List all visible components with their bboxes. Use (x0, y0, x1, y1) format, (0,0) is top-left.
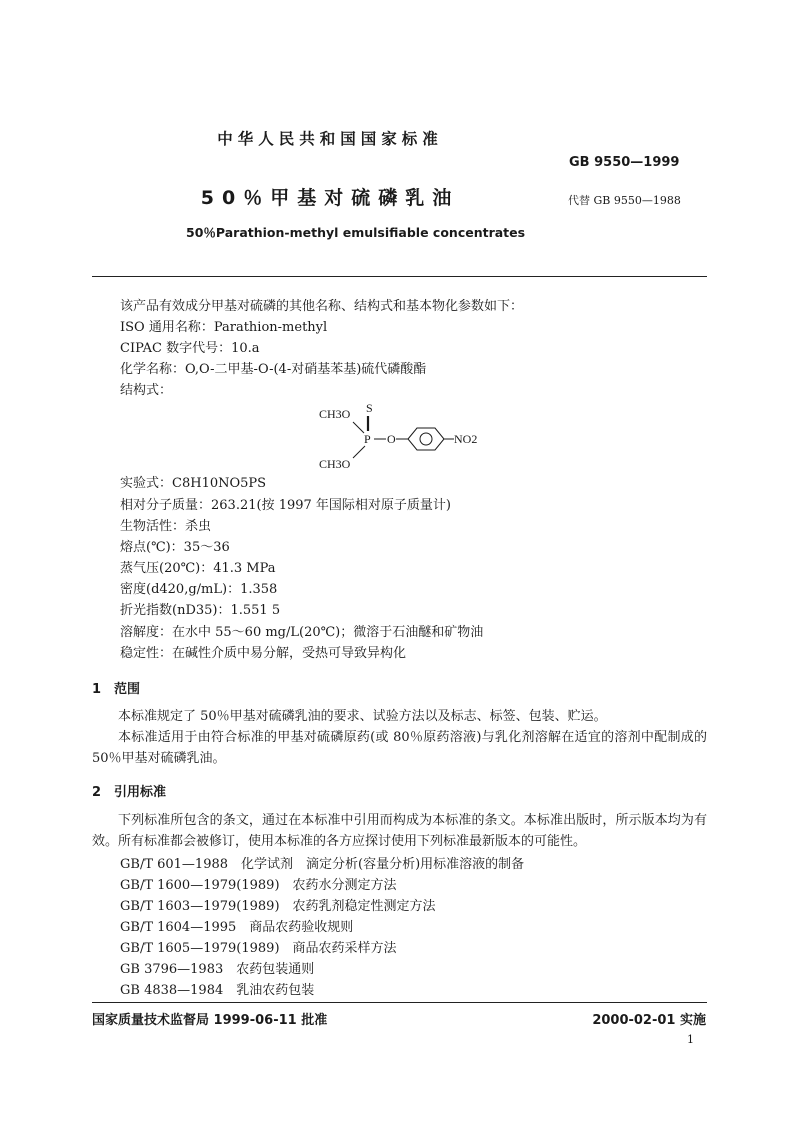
biological-activity: 生物活性：杀虫 (120, 519, 212, 534)
structural-formula (315, 398, 500, 476)
reference-item: GB/T 1604—1995 商品农药验收规则 (120, 920, 354, 935)
replaces-note: 代替 GB 9550—1988 (568, 194, 681, 207)
reference-item: GB/T 1603—1979(1989) 农药乳剂稳定性测定方法 (120, 899, 436, 914)
section-1-paragraph-1: 本标准规定了 50％甲基对硫磷乳油的要求、试验方法以及标志、标签、包装、贮运。 (118, 709, 607, 724)
section-1-paragraph-2: 本标准适用于由符合标准的甲基对硫磷原药(或 80％原药溶液)与乳化剂溶解在适宜的溶剂中配制成的 50％甲基对硫磷乳油。 (92, 730, 707, 766)
reference-item: GB/T 601—1988 化学试剂 滴定分析(容量分析)用标准溶液的制备 (120, 857, 525, 872)
solubility: 溶解度：在水中 55～60 mg/L(20℃)；微溶于石油醚和矿物油 (120, 625, 484, 640)
bond-bottom (353, 446, 365, 458)
benzene-ring (408, 428, 444, 450)
empirical-formula: C8H10NO5PS (172, 476, 267, 491)
bond-top (353, 422, 364, 433)
section-2-paragraph-1: 下列标准所包含的条文，通过在本标准中引用而构成为本标准的条文。本标准出版时，所示版本均为有效。所有标准都会被修订，使用本标准的各方应探讨使用下列标准最新版本的可能性。 (92, 813, 707, 849)
iso-name: ISO 通用名称：Parathion-methyl (120, 320, 328, 335)
standard-number: GB 9550—1999 (569, 155, 680, 170)
structure-label: 结构式： (120, 383, 173, 398)
benzene-aromatic-circle (420, 433, 432, 445)
vapor-pressure: 蒸气压(20℃)：41.3 MPa (120, 561, 276, 576)
national-standard-heading: 中华人民共和国国家标准 (217, 130, 443, 148)
empirical-formula-line (120, 474, 266, 494)
reference-item: GB 4838—1984 乳油农药包装 (120, 983, 315, 998)
melting-point: 熔点(℃)：35～36 (120, 540, 230, 555)
chemical-name: 化学名称：O,O-二甲基-O-(4-对硝基苯基)硫代磷酸酯 (120, 362, 427, 377)
effective-date: 2000-02-01 实施 (592, 1013, 706, 1028)
density: 密度(d420,g/mL)：1.358 (120, 582, 278, 597)
approval-note: 国家质量技术监督局 1999-06-11 批准 (92, 1013, 328, 1028)
relative-molecular-mass: 相对分子质量：263.21(按 1997 年国际相对原子质量计) (120, 498, 451, 513)
structure-sulfur: S (366, 401, 373, 415)
reference-item: GB 3796—1983 农药包装通则 (120, 962, 315, 977)
structure-phosphorus: P (364, 432, 371, 446)
empirical-formula-label: 实验式： (120, 476, 173, 491)
cipac-code: CIPAC 数字代号：10.a (120, 341, 260, 356)
page-number: 1 (687, 1033, 694, 1046)
header-rule (92, 276, 707, 277)
structure-oxygen: O (387, 432, 396, 446)
section-1-heading: 1 范围 (92, 682, 141, 697)
footer-rule (92, 1002, 707, 1003)
reference-item: GB/T 1605—1979(1989) 商品农药采样方法 (120, 941, 397, 956)
refractive-index: 折光指数(nD35)：1.551 5 (120, 603, 281, 618)
section-2-heading: 2 引用标准 (92, 785, 167, 800)
reference-item: GB/T 1600—1979(1989) 农药水分测定方法 (120, 878, 397, 893)
structure-bottom-group: CH3O (319, 457, 351, 471)
document-title: 50％甲基对硫磷乳油 (200, 187, 460, 209)
structure-nitro: NO2 (454, 432, 478, 446)
english-title: 50％Parathion-methyl emulsifiable concentrates (186, 225, 526, 240)
stability: 稳定性：在碱性介质中易分解，受热可导致异构化 (120, 646, 407, 661)
intro-lead: 该产品有效成分甲基对硫磷的其他名称、结构式和基本物化参数如下： (120, 299, 524, 314)
structure-top-group: CH3O (319, 407, 351, 421)
